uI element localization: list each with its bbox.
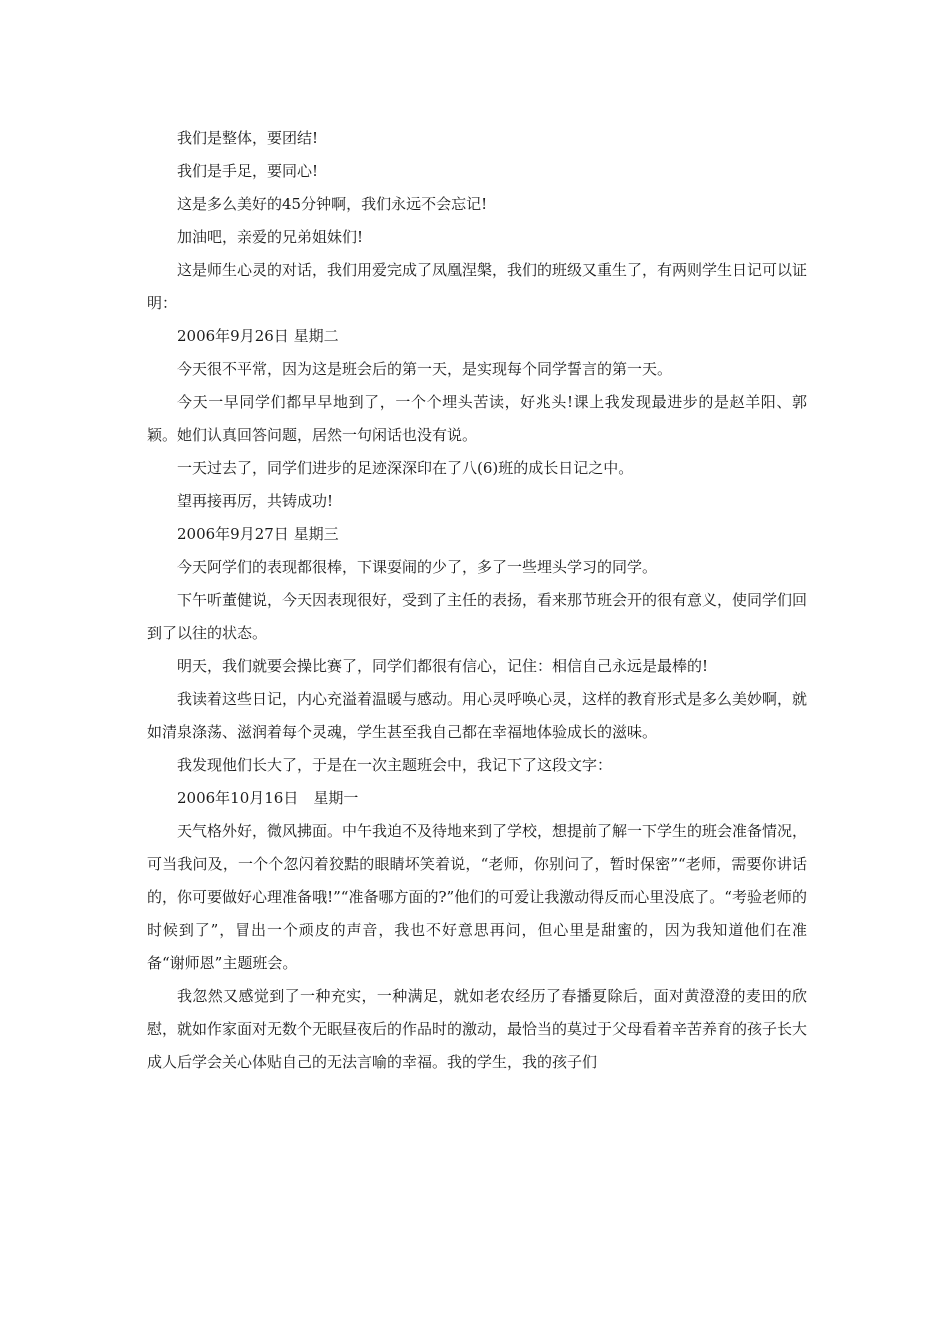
paragraph: 我读着这些日记，内心充溢着温暖与感动。用心灵呼唤心灵，这样的教育形式是多么美妙啊，就如清泉涤荡、滋润着每个灵魂，学生甚至我自己都在幸福地体验成长的滋味。 [147, 690, 808, 741]
paragraph: 这是师生心灵的对话，我们用爱完成了凤凰涅槃，我们的班级又重生了，有两则学生日记可以证明： [147, 261, 808, 312]
diary-date: 2006年9月26日 星期二 [177, 327, 339, 345]
paragraph: 我忽然又感觉到了一种充实，一种满足，就如老农经历了春播夏除后，面对黄澄澄的麦田的欣慰，就如作家面对无数个无眠昼夜后的作品时的激动，最恰当的莫过于父母看着辛苦养育的孩子长大成人后学会关心体贴自己的无法言喻的幸福。我的学生，我的孩子们 [147, 987, 808, 1071]
diary-date: 2006年10月16日 星期一 [177, 789, 359, 807]
document-body [147, 122, 807, 1079]
paragraph: 望再接再厉，共铸成功! [177, 492, 334, 510]
paragraph: 这是多么美好的45分钟啊，我们永远不会忘记! [177, 195, 488, 213]
paragraph: 加油吧，亲爱的兄弟姐妹们! [177, 228, 364, 246]
paragraph: 今天一早同学们都早早地到了，一个个埋头苦读，好兆头!课上我发现最进步的是赵羊阳、郭颖。她们认真回答问题，居然一句闲话也没有说。 [147, 393, 807, 444]
paragraph: 天气格外好，微风拂面。中午我迫不及待地来到了学校，想提前了解一下学生的班会准备情况，可当我问及，一个个忽闪着狡黠的眼睛坏笑着说，“老师，你别问了，暂时保密”“老师，需要你讲话的，你可要做好心理准备哦!”“准备哪方面的?”他们的可爱让我激动得反而心里没底了。“考验老师的时候到了”，冒出一个顽皮的声音，我也不好意思再问，但心里是甜蜜的，因为我知道他们在准备“谢师恩”主题班会。 [147, 822, 808, 972]
paragraph: 今天很不平常，因为这是班会后的第一天，是实现每个同学誓言的第一天。 [177, 360, 673, 378]
paragraph: 一天过去了，同学们进步的足迹深深印在了八(6)班的成长日记之中。 [177, 459, 634, 477]
paragraph: 我们是整体，要团结! [177, 129, 319, 147]
paragraph: 明天，我们就要会操比赛了，同学们都很有信心，记住：相信自己永远是最棒的! [177, 657, 709, 675]
paragraph: 下午听董健说，今天因表现很好，受到了主任的表扬，看来那节班会开的很有意义，使同学们回到了以往的状态。 [147, 591, 808, 642]
paragraph: 我们是手足，要同心! [177, 162, 319, 180]
diary-date: 2006年9月27日 星期三 [177, 525, 339, 543]
paragraph: 我发现他们长大了，于是在一次主题班会中，我记下了这段文字： [177, 756, 613, 774]
paragraph: 今天阿学们的表现都很棒，下课耍闹的少了，多了一些埋头学习的同学。 [177, 558, 658, 576]
